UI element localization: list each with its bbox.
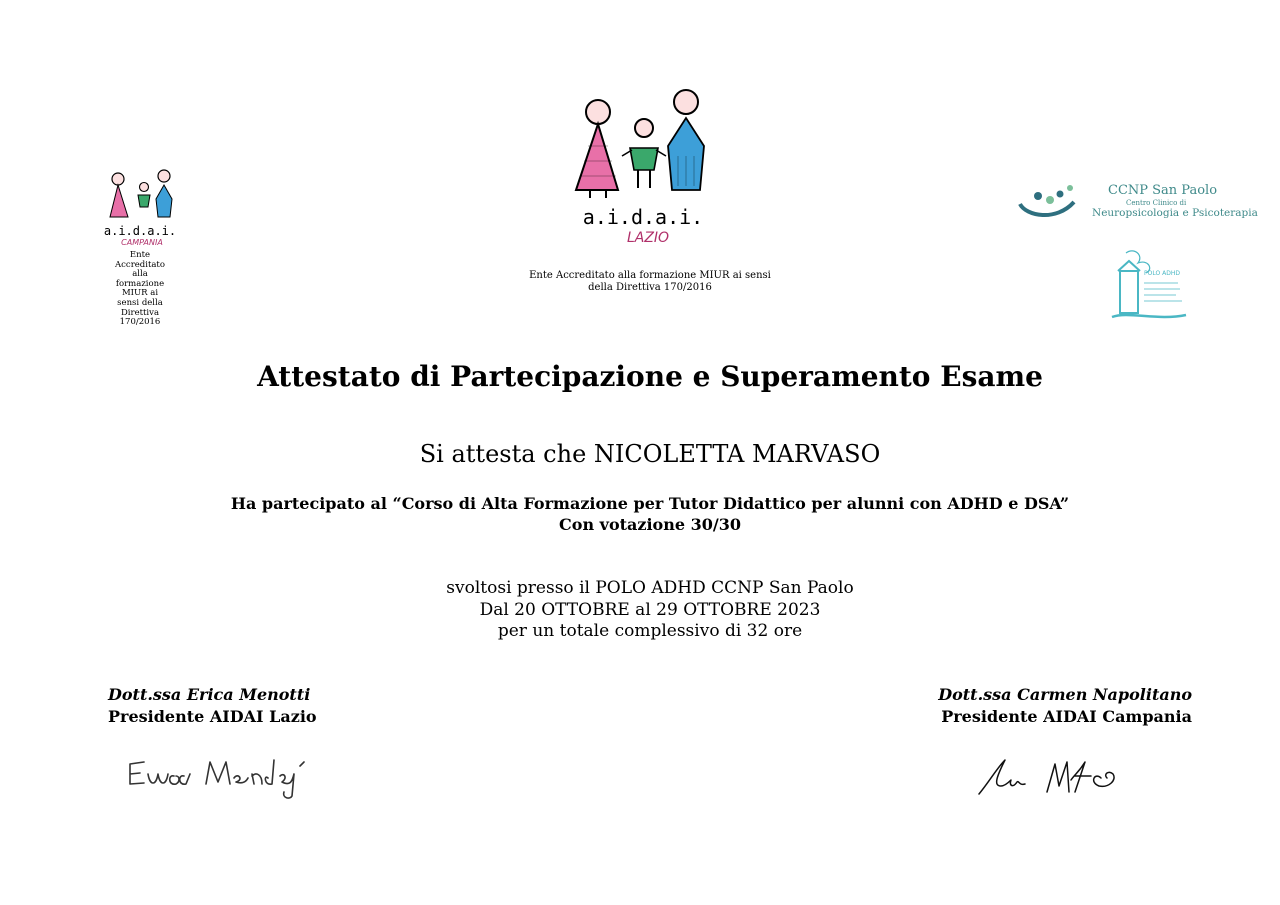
hours-line: per un totale complessivo di 32 ore [497,621,803,641]
ccnp-title: CCNP San Paolo [1108,183,1218,198]
location-line: svoltosi presso il POLO ADHD CCNP San Paolo [446,578,854,598]
polo-adhd-label: POLO ADHD [1144,270,1180,277]
details-block [0,578,1280,643]
left-logo-wordmark: a.i.d.a.i. [103,224,177,238]
right-signatory [900,685,1192,726]
left-signature [122,752,318,802]
center-logo-wordmark: a.i.d.a.i. [582,205,704,229]
course-block [0,493,1280,535]
ccnp-subtitle-2: Neuropsicologia e Psicoterapia [1092,207,1258,219]
center-note-line-2: della Direttiva 170/2016 [588,282,712,293]
ccnp-subtitle: Centro Clinico di [1126,199,1187,207]
aidai-lazio-logo [568,86,718,251]
dates-line: Dal 20 OTTOBRE al 29 OTTOBRE 2023 [479,599,821,620]
center-accreditation-note [480,270,820,294]
center-logo-region: LAZIO [626,230,670,246]
certificate-title: Attestato di Partecipazione e Superamento Esame [257,360,1043,393]
left-logo-accreditation-note: Ente Accreditato alla formazione MIUR ai sensi della Direttiva 170/2016 [115,250,165,328]
left-signatory [108,685,348,726]
left-logo-region: CAMPANIA [121,238,163,247]
grade-line: Con votazione 30/30 [559,515,741,534]
course-line: Ha partecipato al “Corso di Alta Formazione per Tutor Didattico per alunni con ADHD e DSA” [230,494,1070,513]
center-note-line-1: Ente Accreditato alla formazione MIUR ai sensi [529,270,771,281]
polo-adhd-logo [1108,245,1193,325]
left-signatory-name: Dott.ssa Erica Menotti [108,685,311,704]
aidai-campania-logo [100,165,180,250]
left-signatory-role: Presidente AIDAI Lazio [108,707,317,726]
right-signature [975,752,1135,800]
ccnp-hands-icon [1016,182,1080,222]
right-signatory-name: Dott.ssa Carmen Napolitano [938,685,1192,704]
right-signatory-role: Presidente AIDAI Campania [941,707,1192,726]
attest-line: Si attesta che NICOLETTA MARVASO [419,440,881,468]
